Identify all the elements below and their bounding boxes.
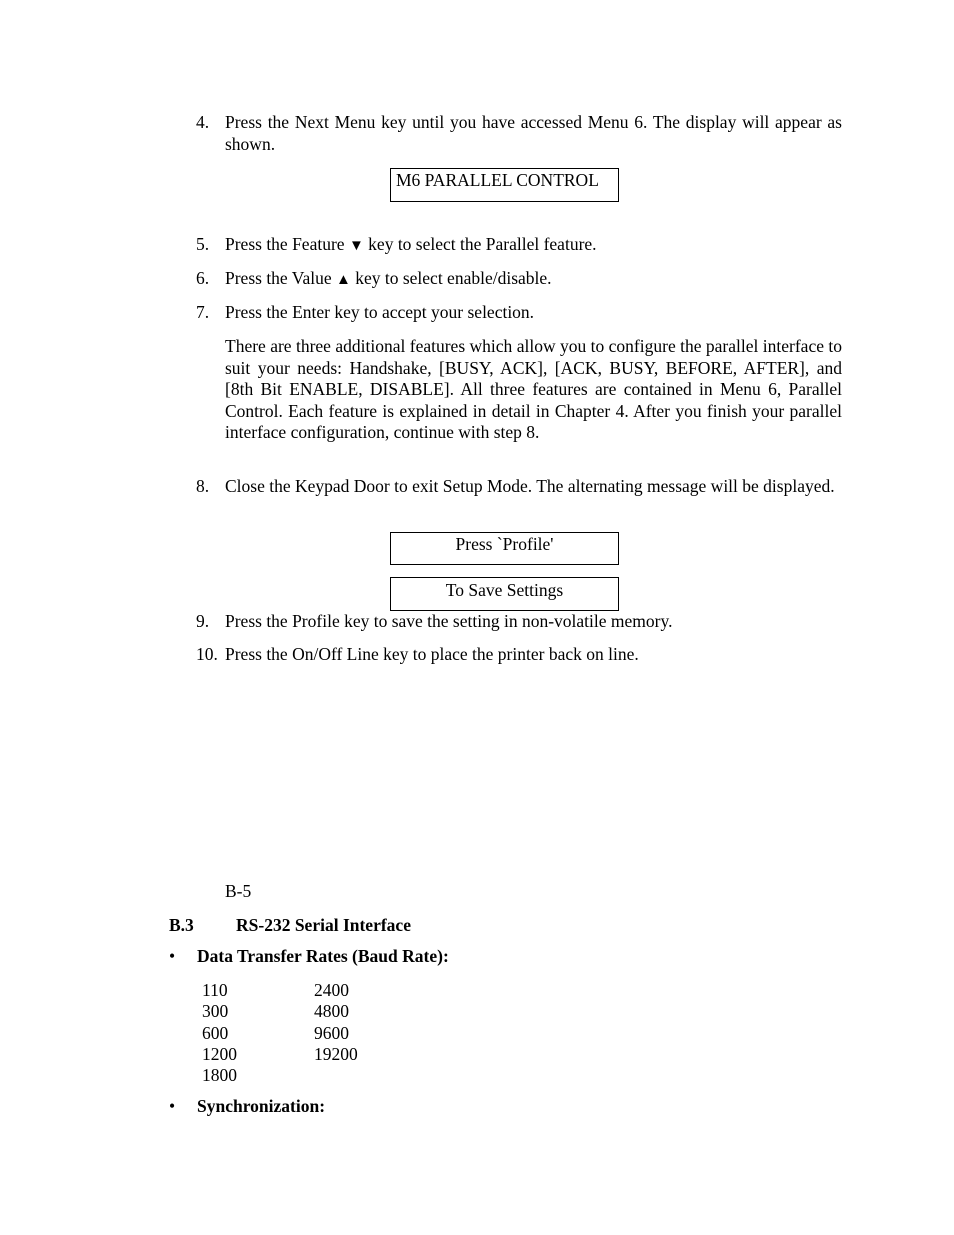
explanation-paragraph: There are three additional features which allow you to configure the parallel interface to suit your needs: Handshake, [BUSY, ACK], [ACK, BUSY, BEFORE, AFTER], and [8th Bit ENABLE, DISABLE]. All three features are contained in Menu 6, Parallel Control. Each feature is explained in detail in Chapter 4. After you finish your parallel interface configuration, continue with step 8. <box>225 336 842 442</box>
baud-value: 4800 <box>314 1001 349 1022</box>
step-6 <box>196 268 842 292</box>
section-heading <box>169 915 411 937</box>
step-number: 8. <box>196 476 210 496</box>
list-item <box>202 1001 358 1022</box>
baud-value: 600 <box>202 1022 229 1043</box>
step-text-pre: Press the Feature <box>225 234 349 254</box>
step-number: 9. <box>196 611 210 631</box>
baud-value: 110 <box>202 980 228 1000</box>
step-5 <box>196 234 842 258</box>
display-text: M6 PARALLEL CONTROL <box>396 170 599 190</box>
display-message-2 <box>390 577 619 611</box>
step-text <box>225 234 842 258</box>
display-message-1 <box>390 532 619 565</box>
bullet-label: Synchronization: <box>197 1096 326 1116</box>
step-9 <box>196 611 842 633</box>
step-text-post: key to select enable/disable. <box>350 268 552 288</box>
baud-value: 2400 <box>314 980 349 1000</box>
step-text: Press the Enter key to accept your selection. <box>225 302 535 322</box>
section-title: RS-232 Serial Interface <box>236 915 411 935</box>
bullet-synchronization <box>169 1096 325 1118</box>
section-number: B.3 <box>169 915 194 935</box>
step-8 <box>196 476 842 498</box>
bullet-icon: • <box>169 1096 176 1116</box>
step-10 <box>196 644 842 666</box>
step-text-pre: Press the Value <box>225 268 336 288</box>
bullet-icon: • <box>169 946 176 966</box>
list-item <box>202 1044 358 1065</box>
baud-value: 1200 <box>202 1043 237 1064</box>
step-number: 4. <box>196 112 210 132</box>
step-text <box>225 268 842 292</box>
step-number: 6. <box>196 268 210 288</box>
step-number: 10. <box>196 644 218 664</box>
display-text: Press `Profile' <box>455 534 554 554</box>
step-text: Press the On/Off Line key to place the printer back on line. <box>225 644 639 664</box>
step-number: 5. <box>196 234 210 254</box>
bullet-label: Data Transfer Rates (Baud Rate): <box>197 946 449 966</box>
baud-value: 9600 <box>314 1022 349 1043</box>
list-item <box>202 1023 358 1044</box>
display-menu6 <box>390 168 619 202</box>
step-4 <box>196 112 842 155</box>
step-text: Press the Next Menu key until you have accessed Menu 6. The display will appear as shown. <box>225 112 842 154</box>
step-text-post: key to select the Parallel feature. <box>363 234 597 254</box>
step-number: 7. <box>196 302 210 322</box>
step-text: Press the Profile key to save the setting in non-volatile memory. <box>225 611 673 631</box>
down-triangle-icon: ▼ <box>348 238 364 254</box>
step-7 <box>196 302 842 324</box>
baud-value: 1800 <box>202 1065 237 1086</box>
bullet-baud-rate <box>169 946 449 968</box>
baud-value: 300 <box>202 1001 229 1022</box>
page-number: B-5 <box>225 881 252 901</box>
list-item <box>202 1065 358 1086</box>
list-item <box>202 980 358 1001</box>
baud-rate-list <box>202 980 358 1086</box>
up-triangle-icon: ▲ <box>335 272 351 288</box>
baud-value: 19200 <box>314 1043 358 1064</box>
display-text: To Save Settings <box>445 580 564 600</box>
step-text: Close the Keypad Door to exit Setup Mode. The alternating message will be displayed. <box>225 476 835 496</box>
